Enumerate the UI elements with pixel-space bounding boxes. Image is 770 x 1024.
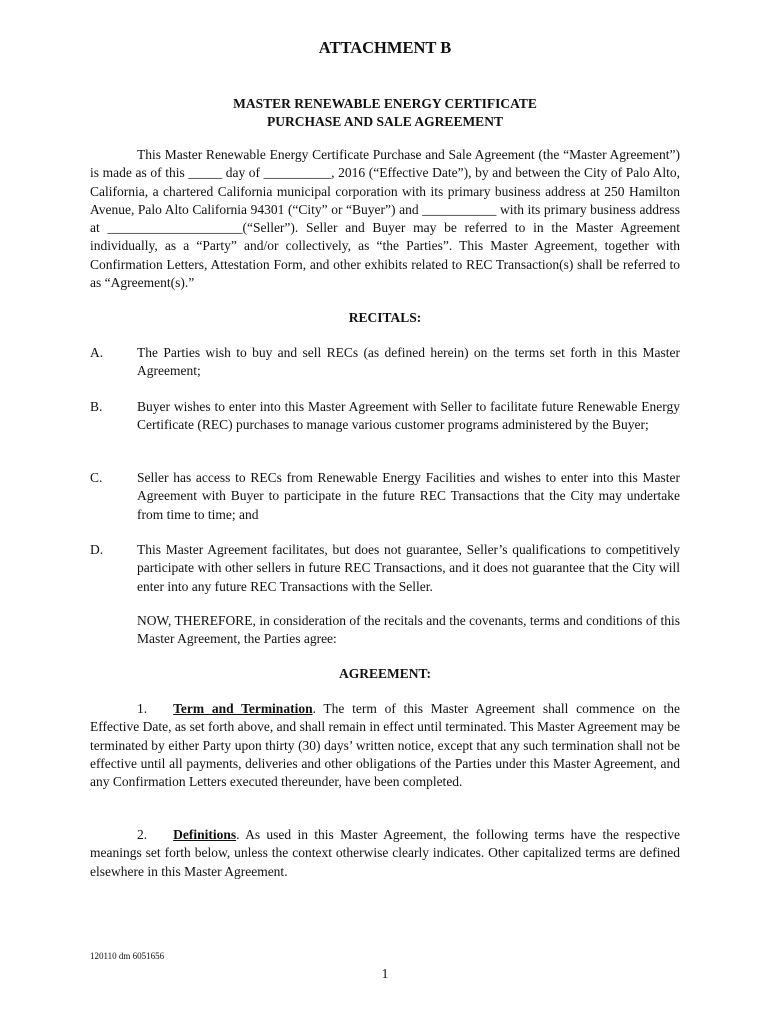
- agreement-title-line1: MASTER RENEWABLE ENERGY CERTIFICATE: [233, 96, 537, 111]
- recital-item: [90, 398, 680, 435]
- section-number: 2.: [137, 827, 148, 842]
- agreement-title: [0, 95, 770, 131]
- section-definitions: [90, 826, 680, 881]
- recital-letter: D.: [90, 542, 104, 557]
- recital-text: Buyer wishes to enter into this Master Agreement with Seller to facilitate future Renewable Energy Certificate (REC) purchases to manage various customer programs administered by the Buyer;: [137, 399, 680, 433]
- recital-text: Seller has access to RECs from Renewable Energy Facilities and wishes to enter into this Master Agreement with Buyer to participate in the future REC Transactions that the City may undertake from time to time; and: [137, 470, 680, 522]
- recital-item: [90, 541, 680, 596]
- recital-text: The Parties wish to buy and sell RECs (as defined herein) on the terms set forth in this Master Agreement;: [137, 345, 680, 379]
- recital-letter: B.: [90, 399, 103, 414]
- section-term-and-termination: [90, 700, 680, 791]
- section-text: . As used in this Master Agreement, the following terms have the respective meanings set forth below, unless the context otherwise clearly indicates. Other capitalized terms are defined elsewhere in this Master Agreement.: [90, 827, 680, 879]
- section-text: . The term of this Master Agreement shall commence on the Effective Date, as set forth above, and shall remain in effect until terminated. This Master Agreement may be terminated by either Party upon thirty (30) days’ written notice, except that any such termination shall not be effective until all payments, deliveries and other obligations of the Parties under this Master Agreement, and any Confirmation Letters executed thereunder, have been completed.: [90, 701, 680, 790]
- section-heading: Term and Termination: [173, 701, 313, 716]
- agreement-title-line2: PURCHASE AND SALE AGREEMENT: [267, 114, 503, 129]
- recital-letter: C.: [90, 470, 103, 485]
- agreement-heading: AGREEMENT:: [338, 666, 431, 681]
- footer-document-code: 120110 dm 6051656: [90, 951, 165, 961]
- recital-letter: A.: [90, 345, 104, 360]
- section-number: 1.: [137, 701, 148, 716]
- attachment-title: ATTACHMENT B: [318, 38, 452, 57]
- recital-text: This Master Agreement facilitates, but does not guarantee, Seller’s qualifications to competitively participate with other sellers in future REC Transactions, and it does not guarantee that the City will enter into any future REC Transactions with the Seller.: [137, 542, 680, 594]
- intro-paragraph: This Master Renewable Energy Certificate Purchase and Sale Agreement (the “Master Agreement”) is made as of this _____ day of __________, 2016 (“Effective Date”), by and between the City of Palo Alto, California, a chartered California municipal corporation with its primary business address at 250 Hamilton Avenue, Palo Alto California 94301 (“City” or “Buyer”) and ___________ with its primary business address at ____________________(“Seller”). Seller and Buyer may be referred to in the Master Agreement individually, as a “Party” and/or collectively, as “the Parties”. This Master Agreement, together with Confirmation Letters, Attestation Form, and other exhibits related to REC Transaction(s) shall be referred to as “Agreement(s).”: [90, 147, 680, 291]
- recitals-heading: RECITALS:: [348, 310, 422, 325]
- page-number: 1: [381, 966, 389, 981]
- now-therefore-paragraph: NOW, THEREFORE, in consideration of the recitals and the covenants, terms and conditions of this Master Agreement, the Parties agree:: [137, 613, 680, 647]
- recital-item: [90, 469, 680, 524]
- section-heading: Definitions: [173, 827, 237, 842]
- recital-item: [90, 344, 680, 381]
